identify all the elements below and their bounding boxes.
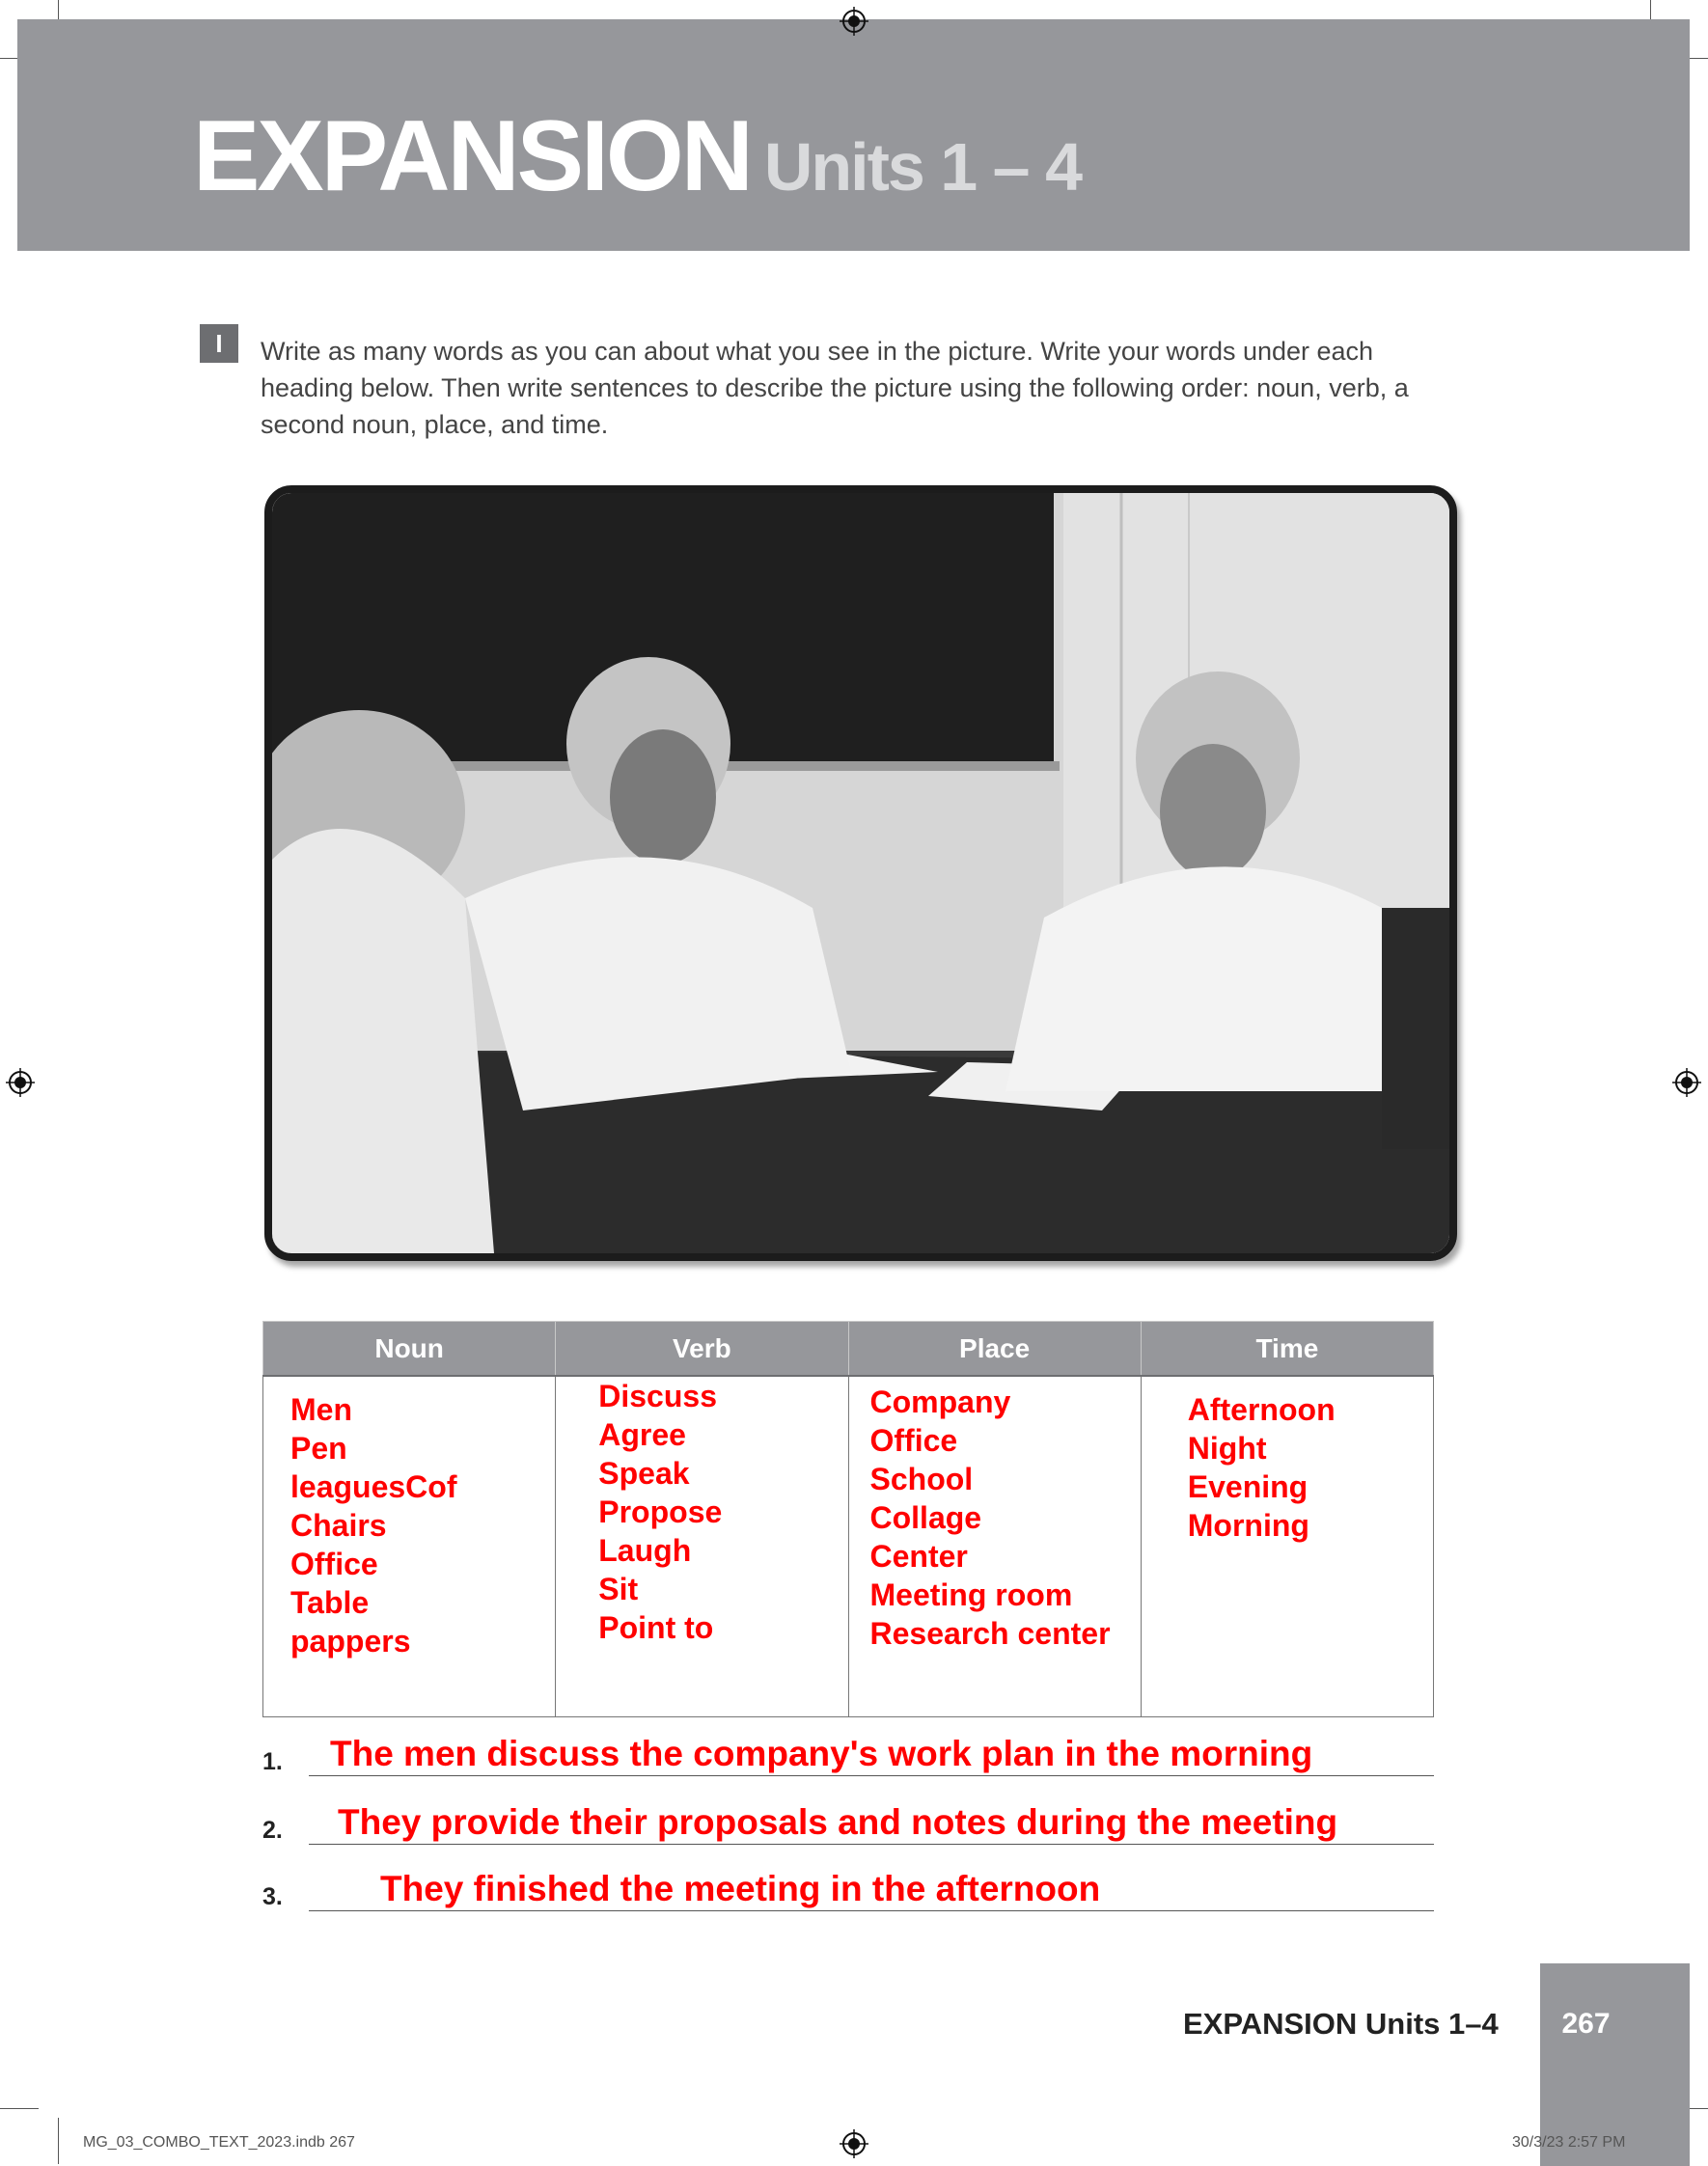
crop-mark — [58, 2118, 59, 2164]
answer-line — [309, 1844, 1434, 1845]
footer-title: EXPANSION Units 1–4 — [1183, 2007, 1499, 2041]
exercise-instructions: Write as many words as you can about what you see in the picture. Write your words under each heading below. Then write sentences to describe the picture using the following order: noun, verb, a second noun, place, and time. — [261, 337, 1409, 439]
table-header-row — [263, 1322, 1434, 1377]
list-item: Morning — [1187, 1508, 1309, 1543]
list-item: Evening — [1187, 1469, 1309, 1504]
list-item: Laugh — [598, 1533, 692, 1568]
list-item: Point to — [598, 1610, 714, 1645]
list-item: Office — [290, 1547, 378, 1581]
list-item: Chairs — [290, 1508, 387, 1543]
list-item: Propose — [598, 1494, 723, 1529]
registration-mark-icon — [1672, 1068, 1701, 1097]
list-item: Speak — [598, 1456, 690, 1491]
header-place: Place — [848, 1322, 1141, 1377]
header-noun: Noun — [263, 1322, 556, 1377]
title-sub: Units 1 – 4 — [763, 129, 1081, 205]
list-item: Pen — [290, 1431, 347, 1466]
crop-mark — [0, 2108, 39, 2109]
list-item: Discuss — [598, 1379, 717, 1413]
crop-mark — [1650, 0, 1651, 21]
time-cell[interactable] — [1141, 1376, 1433, 1717]
sentence-number: 2. — [262, 1817, 283, 1844]
registration-mark-icon — [840, 7, 868, 36]
noun-cell[interactable] — [263, 1376, 556, 1717]
crop-mark — [58, 0, 59, 21]
list-item: Office — [869, 1423, 958, 1458]
print-slug-right: 30/3/23 2:57 PM — [1512, 2134, 1626, 2151]
sentence-1[interactable] — [262, 1724, 1434, 1782]
list-item: Company — [869, 1385, 1011, 1419]
registration-mark-icon — [840, 2129, 868, 2158]
list-item: leaguesCof — [290, 1469, 457, 1504]
list-item: Afternoon — [1187, 1392, 1336, 1427]
sentence-number: 1. — [262, 1748, 283, 1775]
list-item: Table — [290, 1585, 370, 1620]
sentence-text: They provide their proposals and notes during the meeting — [338, 1802, 1338, 1842]
page-number: 267 — [1561, 2008, 1611, 2040]
title-main: EXPANSION — [193, 100, 751, 212]
sentence-text: They finished the meeting in the afternoon — [380, 1869, 1101, 1908]
header-time: Time — [1141, 1322, 1433, 1377]
place-cell[interactable] — [848, 1376, 1141, 1717]
words-table — [262, 1321, 1434, 1717]
list-item: Meeting room — [869, 1577, 1073, 1612]
list-item: Research center — [869, 1616, 1111, 1651]
sentence-text: The men discuss the company's work plan in the morning — [330, 1734, 1313, 1773]
list-item: Collage — [869, 1500, 982, 1535]
answer-line — [309, 1775, 1434, 1776]
list-item: Agree — [598, 1417, 686, 1452]
list-item: pappers — [290, 1624, 411, 1659]
table-row — [263, 1376, 1434, 1717]
sentence-number: 3. — [262, 1883, 283, 1910]
verb-cell[interactable] — [556, 1376, 848, 1717]
print-slug-left: MG_03_COMBO_TEXT_2023.indb 267 — [83, 2134, 355, 2151]
list-item: Night — [1187, 1431, 1267, 1466]
registration-mark-icon — [6, 1068, 35, 1097]
list-item: Sit — [598, 1572, 639, 1606]
meeting-photo-icon — [272, 493, 1449, 1253]
sentence-3[interactable] — [262, 1859, 1434, 1917]
list-item: Men — [290, 1392, 352, 1427]
header-verb: Verb — [556, 1322, 848, 1377]
list-item: Center — [869, 1539, 968, 1574]
meeting-photo — [264, 485, 1457, 1261]
sentence-2[interactable] — [262, 1793, 1434, 1851]
page-title — [193, 100, 1081, 212]
answer-line — [309, 1910, 1434, 1911]
list-item: School — [869, 1462, 974, 1496]
exercise-number: I — [200, 324, 238, 363]
